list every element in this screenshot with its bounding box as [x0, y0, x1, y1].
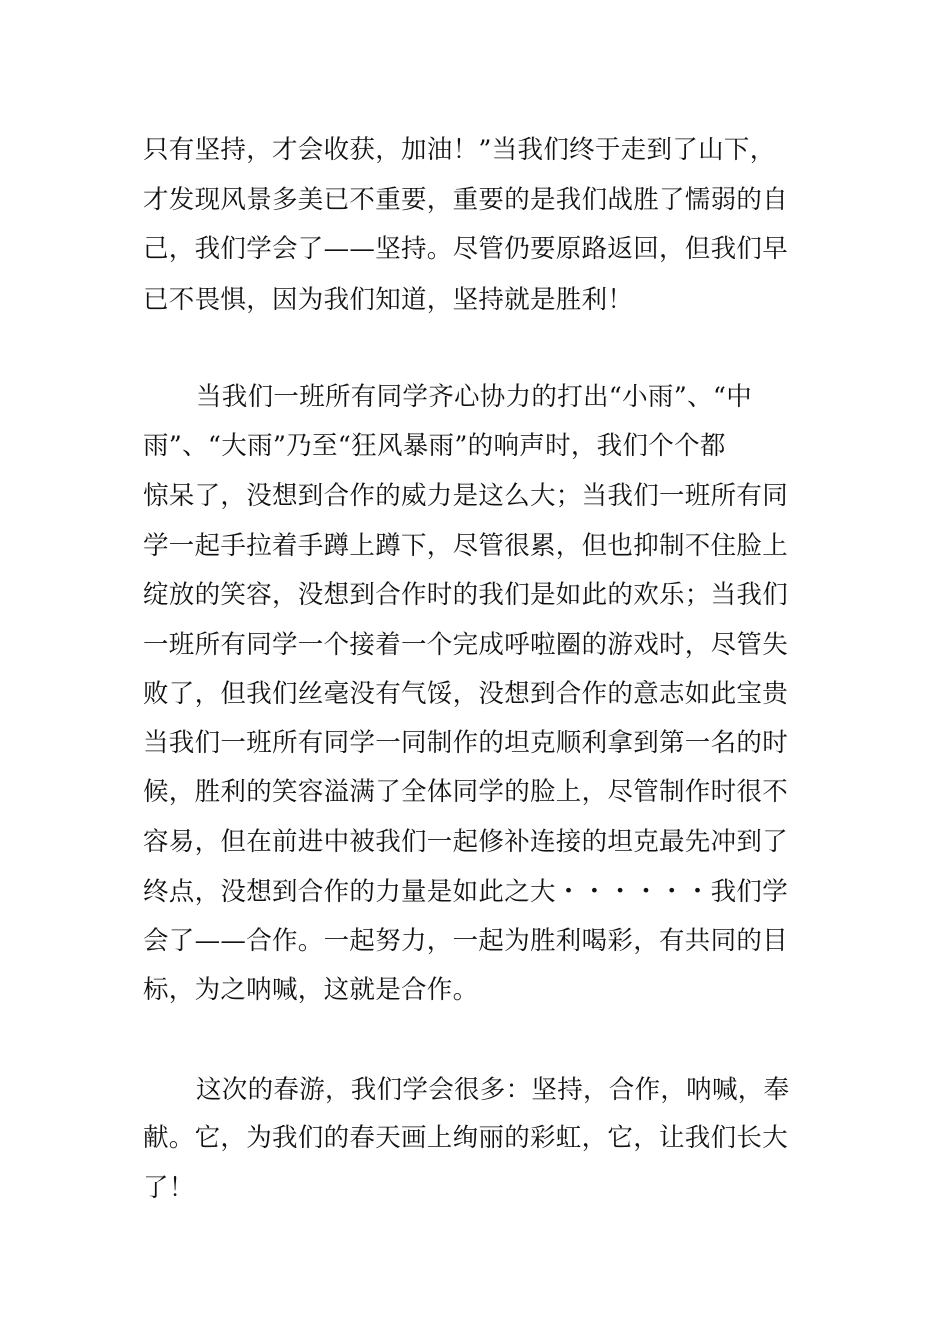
paragraph-2-line-10: 容易，但在前进中被我们一起修补连接的坦克最先冲到了 [143, 827, 789, 857]
paragraph-2-line-7: 败了，但我们丝毫没有气馁，没想到合作的意志如此宝贵 [143, 679, 789, 709]
paragraph-2-line-4: 学一起手拉着手蹲上蹲下，尽管很累，但也抑制不住脸上 [143, 531, 789, 561]
paragraph-1-line-4: 已不畏惧，因为我们知道，坚持就是胜利！ [143, 285, 634, 315]
paragraph-2-line-1: 当我们一班所有同学齐心协力的打出“小雨”、“中 [196, 382, 753, 412]
paragraph-2-line-6: 一班所有同学一个接着一个完成呼啦圈的游戏时，尽管失 [143, 630, 789, 660]
paragraph-3-line-3: 了！ [143, 1173, 195, 1203]
paragraph-2-line-8: 当我们一班所有同学一同制作的坦克顺利拿到第一名的时 [143, 728, 789, 758]
paragraph-2-line-11: 终点，没想到合作的力量是如此之大・・・・・・我们学 [143, 877, 789, 907]
paragraph-2-line-3: 惊呆了，没想到合作的威力是这么大；当我们一班所有同 [143, 481, 789, 511]
paragraph-1-line-3: 己，我们学会了——坚持。尽管仍要原路返回，但我们早 [143, 234, 789, 264]
paragraph-2-line-9: 候，胜利的笑容溢满了全体同学的脸上，尽管制作时很不 [143, 777, 789, 807]
paragraph-2-line-2: 雨”、“大雨”乃至“狂风暴雨”的响声时，我们个个都 [143, 431, 726, 461]
paragraph-2-line-12: 会了——合作。一起努力，一起为胜利喝彩，有共同的目 [143, 926, 789, 956]
paragraph-3-line-1: 这次的春游，我们学会很多：坚持，合作，呐喊，奉 [196, 1075, 790, 1105]
paragraph-2-line-13: 标，为之呐喊，这就是合作。 [143, 975, 479, 1005]
paragraph-2-line-5: 绽放的笑容，没想到合作时的我们是如此的欢乐；当我们 [143, 580, 789, 610]
paragraph-1-line-2: 才发现风景多美已不重要，重要的是我们战胜了懦弱的自 [143, 185, 789, 215]
paragraph-1-line-1: 只有坚持，才会收获，加油！”当我们终于走到了山下， [143, 135, 776, 165]
paragraph-3-line-2: 献。它，为我们的春天画上绚丽的彩虹，它，让我们长大 [143, 1123, 789, 1153]
